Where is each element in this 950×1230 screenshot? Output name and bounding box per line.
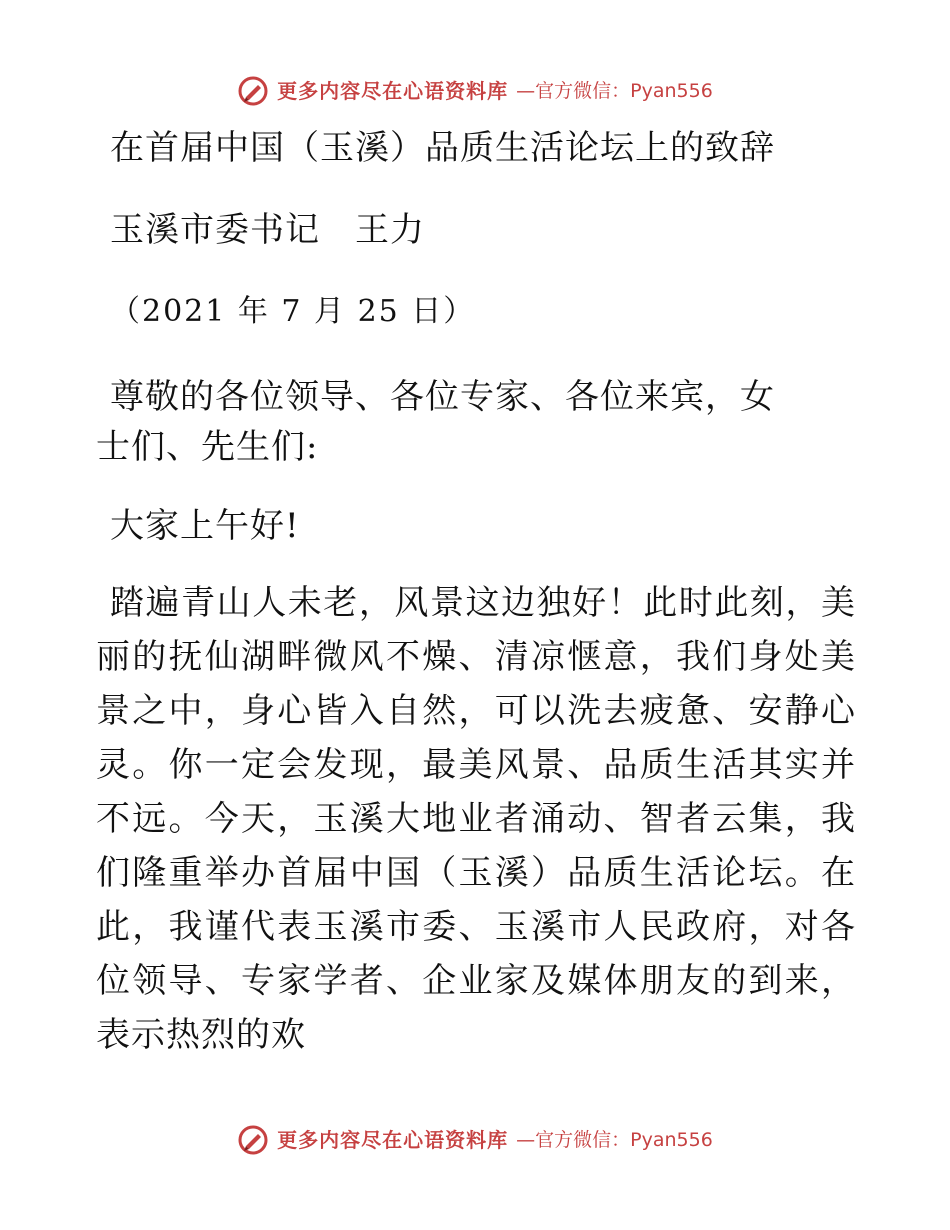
document-title: 在首届中国（玉溪）品质生活论坛上的致辞 [110,128,775,168]
footer-banner [0,1124,950,1156]
document-body [96,120,856,1062]
banner-promo-text: 更多内容尽在心语资料库 [277,79,509,103]
salutation: 尊敬的各位领导、各位专家、各位来宾，女士们、先生们: [96,377,775,467]
pen-nib-logo-icon [237,1124,269,1156]
document-author: 玉溪市委书记 王力 [110,210,425,250]
banner-wechat-text: —官方微信：Pyan556 [516,80,713,102]
header-banner [0,75,950,107]
document-date: （2021 年 7 月 25 日） [110,294,476,329]
pen-nib-logo-icon [237,75,269,107]
greeting: 大家上午好! [110,506,300,546]
footer-wechat-text: —官方微信：Pyan556 [516,1129,713,1151]
footer-promo-text: 更多内容尽在心语资料库 [277,1128,509,1152]
body-paragraph: 踏遍青山人未老，风景这边独好！此时此刻，美丽的抚仙湖畔微风不燥、清凉惬意，我们身处美景之中，身心皆入自然，可以洗去疲惫、安静心灵。你一定会发现，最美风景、品质生活其实并不远。今天，玉溪大地业者涌动、智者云集，我们隆重举办首届中国（玉溪）品质生活论坛。在此，我谨代表玉溪市委、玉溪市人民政府，对各位领导、专家学者、企业家及媒体朋友的到来，表示热烈的欢 [96,583,856,1055]
